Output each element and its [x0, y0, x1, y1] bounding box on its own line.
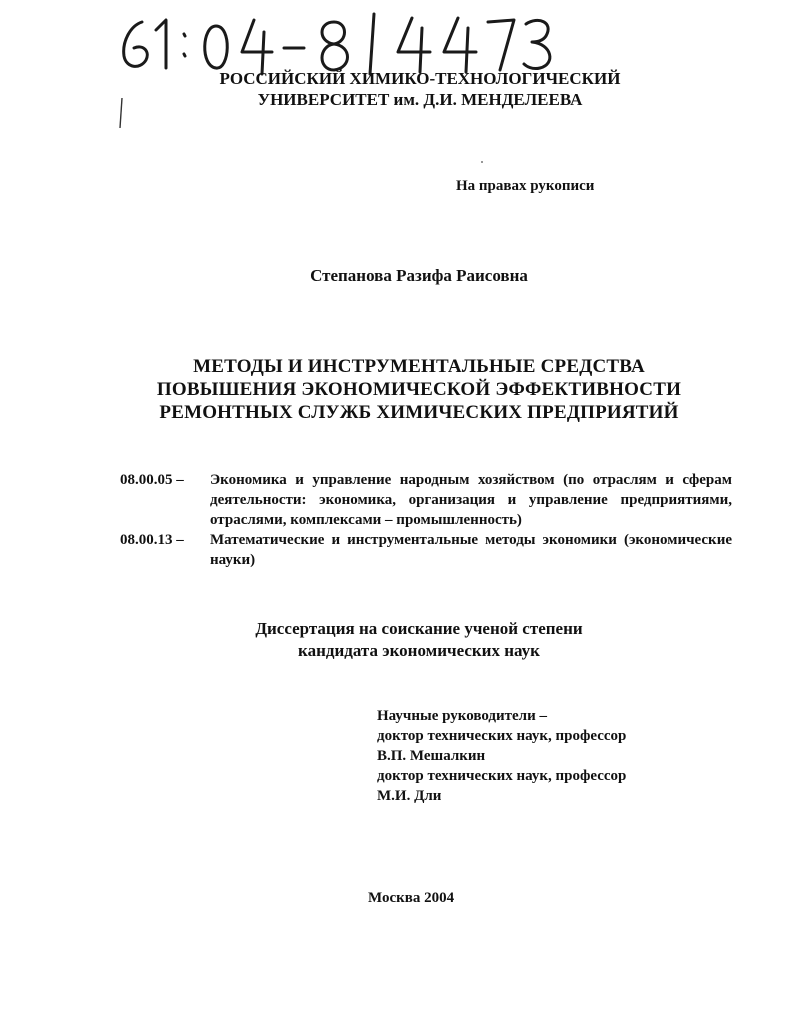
specialty-code: 08.00.05 –: [120, 472, 184, 488]
scan-dust-speck: [480, 160, 484, 164]
institution-line-2: УНИВЕРСИТЕТ им. Д.И. МЕНДЕЛЕЕВА: [257, 90, 583, 109]
author-name: Степанова Разифа Раисовна: [310, 266, 528, 285]
supervisor-2-name: М.И. Дли: [377, 788, 442, 804]
specialty-description: Математические и инструментальные методы экономики (экономические науки): [210, 532, 732, 568]
degree-line-1: Диссертация на соискание ученой степени: [255, 619, 583, 638]
title-line-1: МЕТОДЫ И ИНСТРУМЕНТАЛЬНЫЕ СРЕДСТВА: [193, 356, 645, 377]
supervisor-2-degree: доктор технических наук, профессор: [377, 768, 627, 784]
degree-line-2: кандидата экономических наук: [298, 641, 540, 660]
specialty-entry: [120, 470, 732, 530]
institution-line-1: РОССИЙСКИЙ ХИМИКО-ТЕХНОЛОГИЧЕСКИЙ: [219, 69, 621, 88]
title-line-3: РЕМОНТНЫХ СЛУЖБ ХИМИЧЕСКИХ ПРЕДПРИЯТИЙ: [159, 402, 679, 423]
title-line-2: ПОВЫШЕНИЯ ЭКОНОМИЧЕСКОЙ ЭФФЕКТИВНОСТИ: [156, 379, 682, 400]
manuscript-rights-note: На правах рукописи: [456, 178, 595, 194]
city-and-year: Москва 2004: [368, 890, 455, 906]
degree-statement: [0, 618, 799, 662]
specialty-description: Экономика и управление народным хозяйством (по отраслям и сферам деятельности: экономика, организация и управление предприятиями, отраслями, комплексами – промышленность): [210, 472, 732, 528]
specialty-code: 08.00.13 –: [120, 532, 184, 548]
supervisor-1-name: В.П. Мешалкин: [377, 748, 486, 764]
supervisors-heading: Научные руководители –: [377, 708, 547, 724]
supervisor-1-degree: доктор технических наук, профессор: [377, 728, 627, 744]
supervisors-block: [377, 706, 626, 806]
dissertation-title: [0, 355, 799, 424]
scan-pencil-mark: [116, 96, 128, 130]
specialty-entry: [120, 530, 732, 570]
